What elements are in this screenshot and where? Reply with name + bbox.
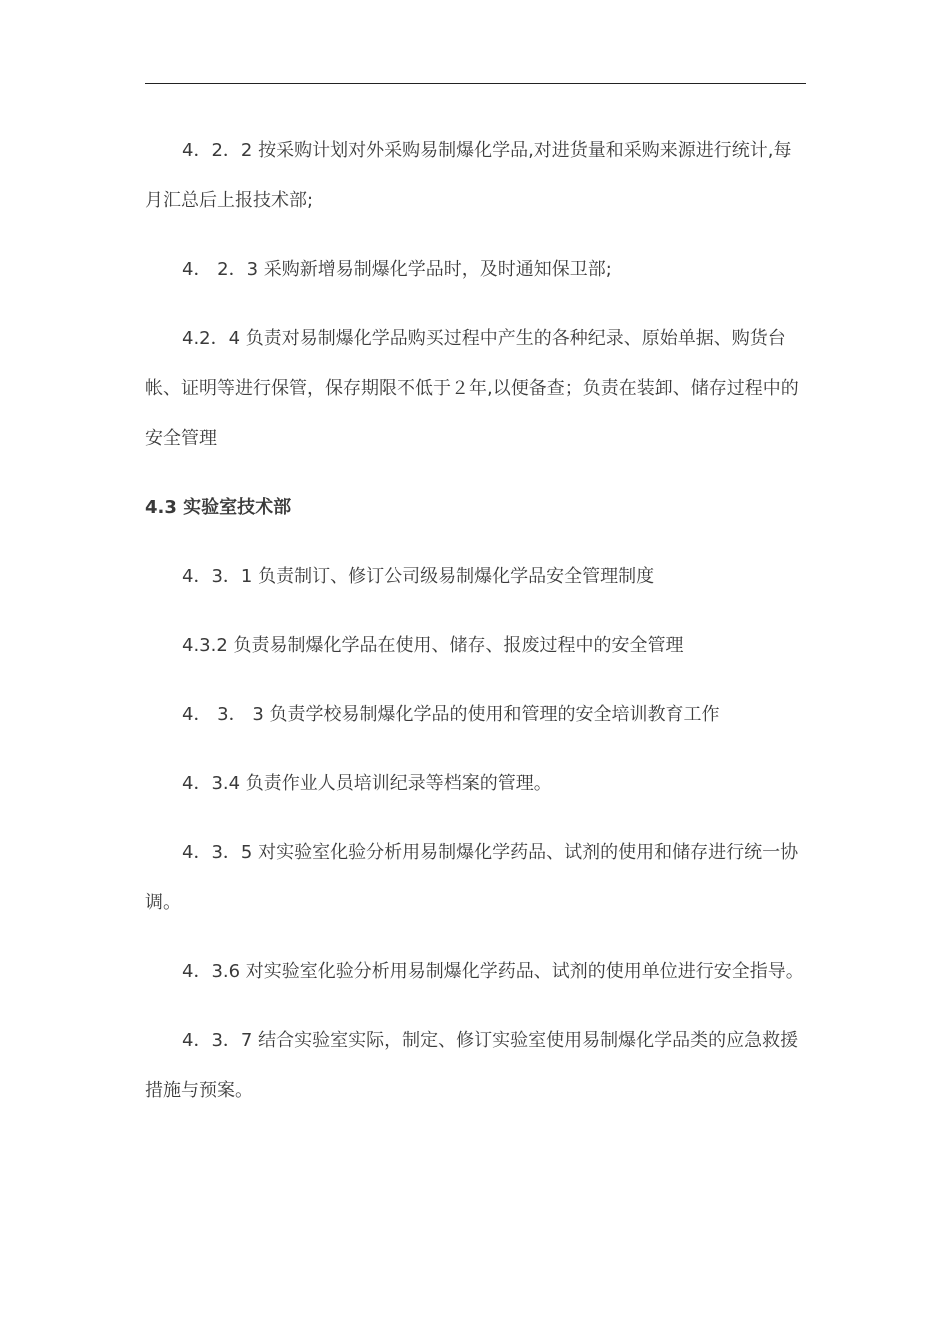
document-body [145, 126, 807, 1135]
paragraph-4-2-2: 4．2．2 按采购计划对外采购易制爆化学品,对进货量和采购来源进行统计,每月汇总后上报技术部; [145, 140, 792, 211]
paragraph-4-3-2: 4.3.2 负责易制爆化学品在使用、储存、报废过程中的安全管理 [182, 635, 684, 656]
paragraph-4-3-3: 4． 3． 3 负责学校易制爆化学品的使用和管理的安全培训教育工作 [182, 704, 720, 725]
paragraph-4-3-1: 4．3．1 负责制订、修订公司级易制爆化学品安全管理制度 [182, 566, 655, 587]
paragraph-4-3-4: 4．3.4 负责作业人员培训纪录等档案的管理。 [182, 773, 552, 794]
section-heading-4-3: 4.3 实验室技术部 [145, 497, 292, 518]
paragraph-4-3-7: 4．3．7 结合实验室实际，制定、修订实验室使用易制爆化学品类的应急救援措施与预案。 [145, 1030, 799, 1101]
paragraph-4-2-4: 4.2．4 负责对易制爆化学品购买过程中产生的各种纪录、原始单据、购货台帐、证明等进行保管，保存期限不低于２年,以便备查；负责在装卸、储存过程中的安全管理 [145, 328, 799, 449]
paragraph-4-2-3: 4． 2．3 采购新增易制爆化学品时，及时通知保卫部; [182, 259, 612, 280]
header-rule [145, 83, 806, 84]
paragraph-4-3-5: 4．3．5 对实验室化验分析用易制爆化学药品、试剂的使用和储存进行统一协调。 [145, 842, 799, 913]
paragraph-4-3-6: 4．3.6 对实验室化验分析用易制爆化学药品、试剂的使用单位进行安全指导。 [182, 961, 804, 982]
